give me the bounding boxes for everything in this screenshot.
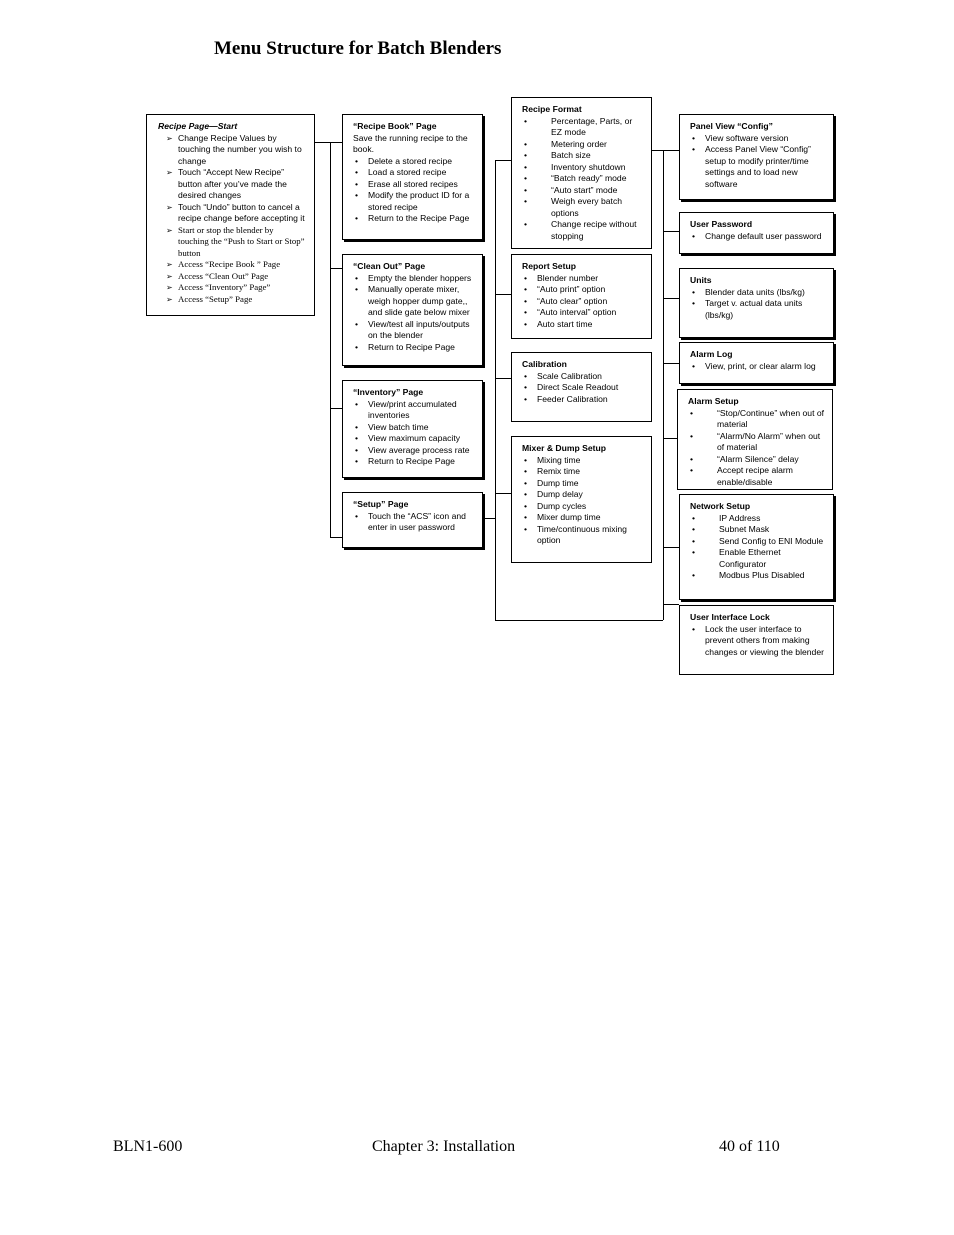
list-item: • View software version [690,133,825,145]
list-item: • Manually operate mixer, weigh hopper dump gate,, and slide gate below mixer [353,284,474,319]
list-item: • Remix time [522,466,643,478]
calibration-title: Calibration [522,359,567,369]
list-item: • Scale Calibration [522,371,643,383]
panel-view-config-list [690,133,825,191]
panel-view-config-title: Panel View “Config” [690,121,773,131]
list-item: • Erase all stored recipes [353,179,474,191]
mixer-dump-setup-list [522,455,643,547]
list-item: • Target v. actual data units (lbs/kg) [690,298,825,321]
alarm-log-list [690,361,825,373]
alarm-setup-title: Alarm Setup [688,396,739,406]
list-item: ➢ Change Recipe Values by touching the number you wish to change [158,133,306,168]
list-item: • “Auto interval” option [522,307,643,319]
inventory-list [353,399,474,468]
user-interface-lock-box [679,605,834,675]
list-item: • Modify the product ID for a stored recipe [353,190,474,213]
user-password-box [679,212,834,254]
setup-list [353,511,474,534]
list-item: • “Batch ready” mode [522,173,643,185]
list-item: • “Alarm Silence” delay [688,454,824,466]
list-item: • Dump delay [522,489,643,501]
list-item: • Blender number [522,273,643,285]
recipe-book-list [353,156,474,225]
list-item: • Return to Recipe Page [353,342,474,354]
list-item: • Delete a stored recipe [353,156,474,168]
footer-chapter: Chapter 3: Installation [372,1138,516,1155]
list-item: • Feeder Calibration [522,394,643,406]
list-item: • Enable Ethernet Configurator [690,547,825,570]
units-box [679,268,834,338]
mixer-dump-setup-box [511,436,652,563]
recipe-book-desc: Save the running recipe to the book. [353,132,468,154]
panel-view-config-box [679,114,834,200]
list-item: • Touch the “ACS” icon and enter in user password [353,511,474,534]
list-item: • Mixer dump time [522,512,643,524]
network-setup-box [679,494,834,600]
list-item: • Time/continuous mixing option [522,524,643,547]
recipe-book-box [342,114,483,240]
list-item: • View, print, or clear alarm log [690,361,825,373]
list-item: ➢ Access “Recipe Book ” Page [158,259,306,271]
recipe-format-list [522,116,643,243]
list-item: • Empty the blender hoppers [353,273,474,285]
mixer-dump-setup-title: Mixer & Dump Setup [522,443,607,453]
report-setup-list [522,273,643,331]
list-item: • “Auto start” mode [522,185,643,197]
list-item: • IP Address [690,513,825,525]
list-item: ➢ Access “Setup” Page [158,294,306,306]
list-item: • Change default user password [690,231,825,243]
list-item: • View/print accumulated inventories [353,399,474,422]
user-password-title: User Password [690,219,753,229]
list-item: • Direct Scale Readout [522,382,643,394]
list-item: • Return to the Recipe Page [353,213,474,225]
list-item: • Blender data units (lbs/kg) [690,287,825,299]
list-item: • Auto start time [522,319,643,331]
network-setup-title: Network Setup [690,501,751,511]
page-title: Menu Structure for Batch Blenders [214,38,502,59]
alarm-log-box [679,342,834,384]
list-item: • Send Config to ENI Module [690,536,825,548]
list-item: ➢ Start or stop the blender by touching the “Push to Start or Stop” button [158,225,306,260]
clean-out-list [353,273,474,354]
alarm-setup-box [677,389,833,490]
list-item: • Lock the user interface to prevent others from making changes or viewing the blender [690,624,825,659]
list-item: • Mixing time [522,455,643,467]
list-item: • Dump time [522,478,643,490]
list-item: • Return to Recipe Page [353,456,474,468]
list-item: • Accept recipe alarm enable/disable [688,465,824,488]
recipe-format-title: Recipe Format [522,104,582,114]
list-item: ➢ Access “Inventory” Page” [158,282,306,294]
list-item: • View/test all inputs/outputs on the blender [353,319,474,342]
recipe-page-start-box [146,114,315,316]
units-list [690,287,825,322]
user-interface-lock-list [690,624,825,659]
calibration-box [511,352,652,422]
list-item: • Metering order [522,139,643,151]
footer-page-number: 40 of 110 [719,1138,780,1155]
list-item: • Dump cycles [522,501,643,513]
list-item: • Load a stored recipe [353,167,474,179]
setup-title: “Setup” Page [353,499,409,509]
user-password-list [690,231,825,243]
inventory-title: “Inventory” Page [353,387,424,397]
list-item: • Weigh every batch options [522,196,643,219]
list-item: • View average process rate [353,445,474,457]
calibration-list [522,371,643,406]
list-item: • Modbus Plus Disabled [690,570,825,582]
list-item: • Batch size [522,150,643,162]
list-item: • Subnet Mask [690,524,825,536]
list-item: • View maximum capacity [353,433,474,445]
list-item: • Inventory shutdown [522,162,643,174]
alarm-log-title: Alarm Log [690,349,733,359]
recipe-page-start-title: Recipe Page—Start [158,121,238,131]
list-item: • “Auto clear” option [522,296,643,308]
list-item: ➢ Touch “Accept New Recipe” button after you’ve made the desired changes [158,167,306,202]
report-setup-box [511,254,652,339]
list-item: ➢ Access “Clean Out” Page [158,271,306,283]
list-item: • “Auto print” option [522,284,643,296]
clean-out-box [342,254,483,366]
list-item: • Percentage, Parts, or EZ mode [522,116,643,139]
units-title: Units [690,275,712,285]
clean-out-title: “Clean Out” Page [353,261,426,271]
report-setup-title: Report Setup [522,261,576,271]
list-item: ➢ Touch “Undo” button to cancel a recipe change before accepting it [158,202,306,225]
user-interface-lock-title: User Interface Lock [690,612,770,622]
list-item: • View batch time [353,422,474,434]
list-item: • “Alarm/No Alarm” when out of material [688,431,824,454]
recipe-book-title: “Recipe Book” Page [353,121,437,131]
list-item: • Access Panel View “Config” setup to modify printer/time settings and to load new software [690,144,825,190]
list-item: • “Stop/Continue” when out of material [688,408,824,431]
recipe-format-box [511,97,652,249]
setup-box [342,492,483,548]
network-setup-list [690,513,825,582]
inventory-box [342,380,483,478]
alarm-setup-list [688,408,824,489]
footer-doc-id: BLN1-600 [113,1138,183,1155]
recipe-page-start-list [158,133,306,306]
list-item: • Change recipe without stopping [522,219,643,242]
